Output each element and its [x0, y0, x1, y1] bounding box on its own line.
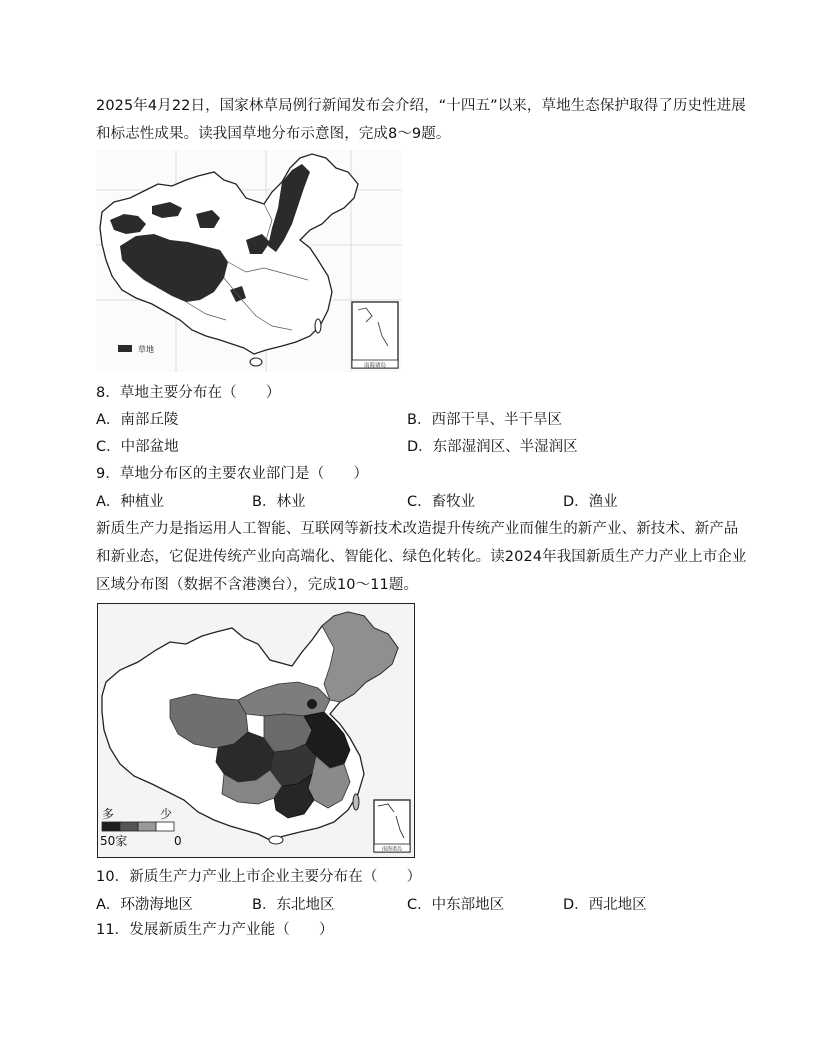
q8-option-b[interactable]: B．西部干旱、半干旱区 — [407, 412, 562, 428]
q9-option-b[interactable]: B．林业 — [252, 494, 306, 510]
legend — [100, 806, 182, 848]
legend-max-label: 50家 — [100, 834, 128, 848]
q8-option-d[interactable]: D．东部湿润区、半湿润区 — [407, 439, 578, 455]
passage-2-line-3: 区域分布图（数据不含港澳台），完成10～11题。 — [96, 577, 419, 593]
grassland-legend-swatch — [118, 345, 132, 352]
q10-option-b[interactable]: B．东北地区 — [252, 897, 335, 913]
q10-stem: 10．新质生产力产业上市企业主要分布在（ ） — [96, 869, 422, 885]
south-china-sea-inset — [352, 302, 398, 368]
legend-swatch-2 — [138, 822, 156, 831]
passage-2-line-2: 和新业态，它促进传统产业向高端化、智能化、绿色化转化。读2024年我国新质生产力产业上市企业 — [96, 549, 747, 565]
inset-label: 南海诸岛 — [381, 846, 403, 853]
legend-swatch-0 — [102, 822, 120, 831]
q11-stem: 11．发展新质生产力产业能（ ） — [96, 922, 334, 938]
enterprise-map-figure — [97, 603, 415, 858]
q9-stem: 9．草地分布区的主要农业部门是（ ） — [96, 466, 369, 482]
legend-more-label: 多 — [102, 807, 115, 821]
q8-stem: 8．草地主要分布在（ ） — [96, 385, 281, 401]
passage-1-line-2: 和标志性成果。读我国草地分布示意图，完成8～9题。 — [96, 126, 451, 142]
grassland-map — [96, 150, 402, 372]
q9-option-c[interactable]: C．畜牧业 — [407, 494, 476, 510]
passage-2-line-1: 新质生产力是指运用人工智能、互联网等新技术改造提升传统产业而催生的新产业、新技术、新产品 — [96, 521, 739, 537]
enterprise-map — [98, 604, 413, 856]
q8-option-a[interactable]: A．南部丘陵 — [96, 412, 179, 428]
q10-option-c[interactable]: C．中东部地区 — [407, 897, 505, 913]
q10-option-a[interactable]: A．环渤海地区 — [96, 897, 193, 913]
inset-label: 南海诸岛 — [363, 363, 387, 369]
q8-option-c[interactable]: C．中部盆地 — [96, 439, 179, 455]
q10-option-d[interactable]: D．西北地区 — [563, 897, 647, 913]
passage-1-line-1: 2025年4月22日，国家林草局例行新闻发布会介绍，“十四五”以来，草地生态保护取得了历史性进展 — [96, 98, 746, 114]
legend-swatch-1 — [120, 822, 138, 831]
legend-swatches — [102, 822, 174, 831]
q9-option-a[interactable]: A．种植业 — [96, 494, 164, 510]
legend-swatch-3 — [156, 822, 174, 831]
legend-min-label: 0 — [174, 834, 182, 848]
grassland-map-figure — [96, 150, 402, 372]
q9-option-d[interactable]: D．渔业 — [563, 494, 618, 510]
grassland-legend-label: 草地 — [138, 345, 154, 354]
legend-less-label: 少 — [160, 807, 173, 821]
